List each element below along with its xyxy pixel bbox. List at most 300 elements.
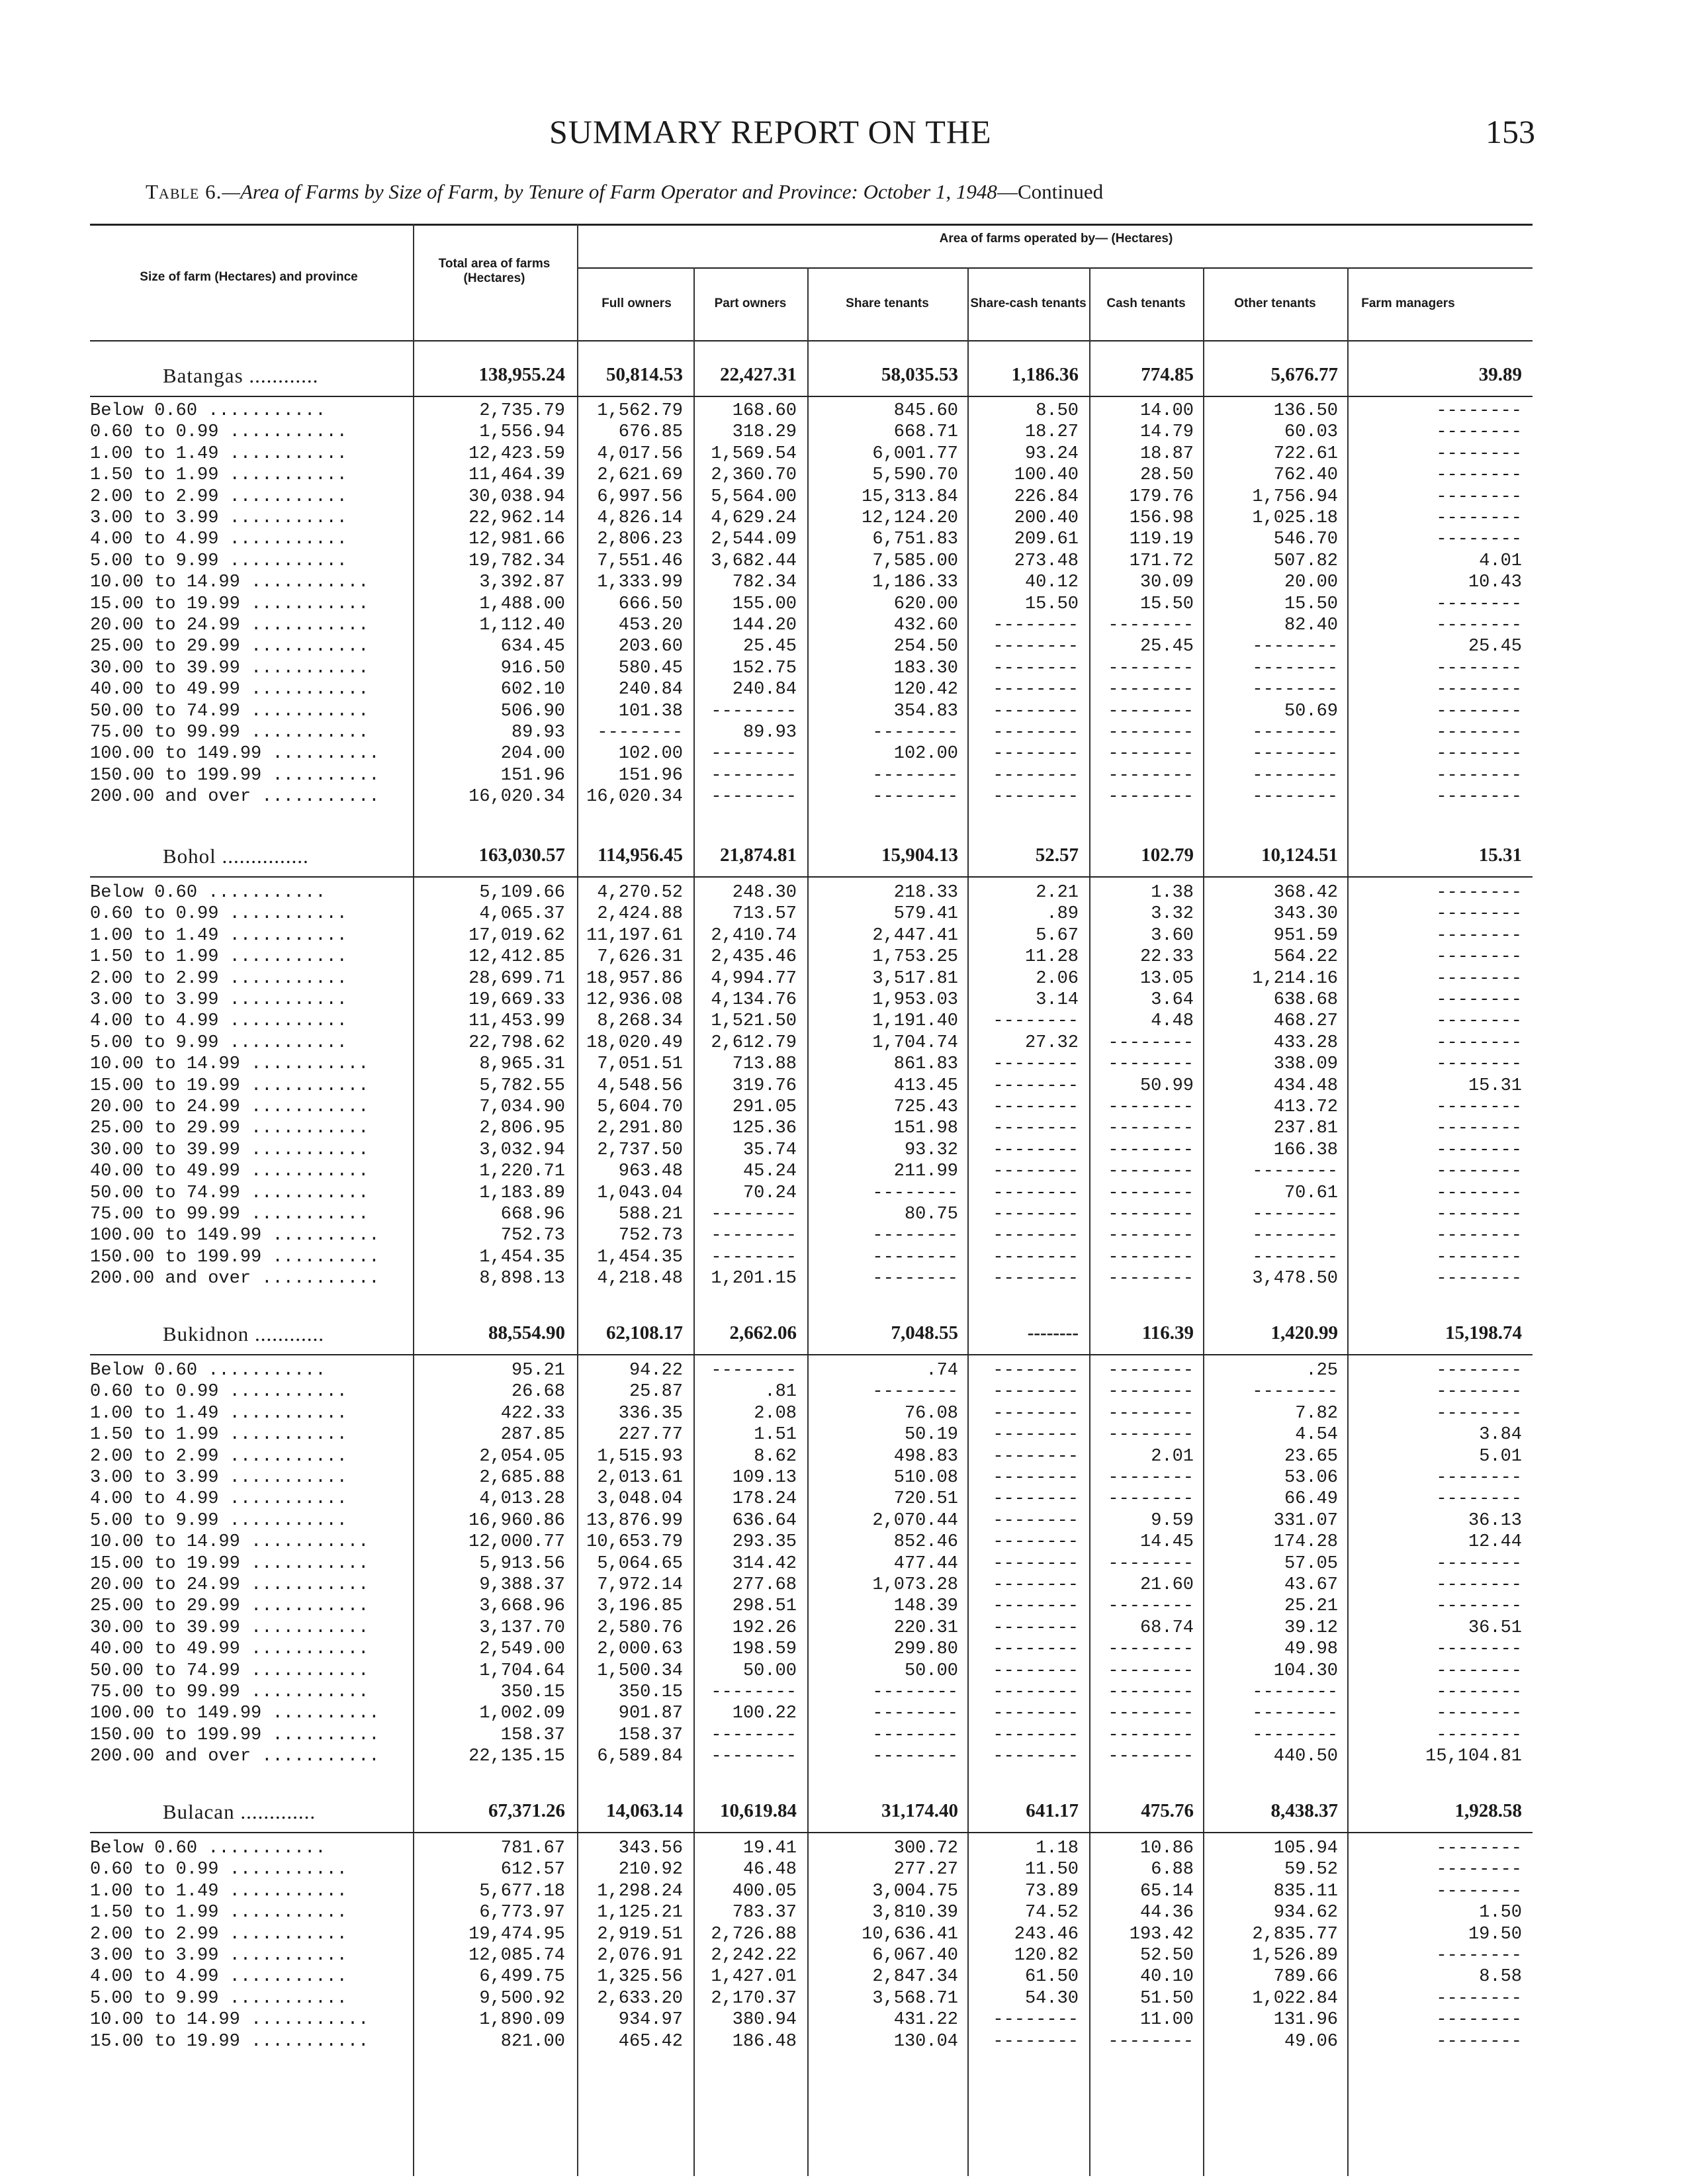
cell-other-tenants: 136.50: [1273, 401, 1338, 421]
cell-part-owners: 248.30: [732, 883, 797, 903]
cell-share-tenants: --------: [872, 787, 958, 807]
cell-part-owners: 2,544.09: [711, 529, 797, 549]
cell-farm-managers: --------: [1436, 487, 1522, 507]
cell-other-tenants: 722.61: [1273, 444, 1338, 464]
cell-part-owners: 1,427.01: [711, 1967, 797, 1987]
cell-share-cash-tenants: --------: [993, 637, 1079, 657]
cell-farm-managers: --------: [1436, 1054, 1522, 1074]
cell-other-tenants: 25.21: [1284, 1596, 1338, 1616]
size-class-label: 50.00 to 74.99 ...........: [90, 1183, 369, 1203]
cell-share-cash-tenants: --------: [993, 1269, 1079, 1289]
cell-share-cash-tenants: --------: [993, 1554, 1079, 1574]
cell-cash-tenants: 774.85: [1141, 364, 1194, 385]
cell-total: 12,085.74: [468, 1946, 565, 1966]
cell-full-owners: 7,051.51: [597, 1054, 683, 1074]
cell-farm-managers: --------: [1436, 1118, 1522, 1138]
cell-share-tenants: 3,004.75: [872, 1882, 958, 1901]
cell-part-owners: 186.48: [732, 2032, 797, 2052]
table-row: [90, 659, 1533, 680]
cell-cash-tenants: 2.01: [1151, 1447, 1194, 1467]
cell-part-owners: 636.64: [732, 1511, 797, 1531]
cell-share-tenants: 845.60: [893, 401, 958, 421]
size-class-label: 1.00 to 1.49 ...........: [90, 926, 347, 946]
cell-cash-tenants: 15.50: [1139, 594, 1194, 614]
cell-other-tenants: --------: [1252, 1226, 1338, 1246]
cell-full-owners: 210.92: [618, 1860, 683, 1880]
cell-full-owners: 5,604.70: [597, 1097, 683, 1117]
table-row: [90, 1575, 1533, 1596]
cell-full-owners: 11,197.61: [586, 926, 683, 946]
cell-farm-managers: --------: [1436, 744, 1522, 764]
table-row: [90, 1946, 1533, 1967]
cell-share-cash-tenants: 93.24: [1024, 444, 1079, 464]
cell-farm-managers: --------: [1436, 465, 1522, 485]
cell-total: 89.93: [511, 723, 565, 743]
cell-full-owners: 4,218.48: [597, 1269, 683, 1289]
cell-full-owners: 12,936.08: [586, 990, 683, 1010]
cell-share-tenants: --------: [872, 723, 958, 743]
section-rule: [90, 1832, 1533, 1833]
size-class-label: 10.00 to 14.99 ...........: [90, 2010, 369, 2030]
size-class-label: 1.50 to 1.99 ...........: [90, 1425, 347, 1445]
cell-other-tenants: 368.42: [1273, 883, 1338, 903]
cell-total: 1,454.35: [479, 1248, 565, 1267]
size-class-label: 1.50 to 1.99 ...........: [90, 465, 347, 485]
size-class-label: 0.60 to 0.99 ...........: [90, 904, 347, 924]
cell-share-cash-tenants: 27.32: [1024, 1033, 1079, 1053]
cell-part-owners: 70.24: [742, 1183, 797, 1203]
cell-share-cash-tenants: 273.48: [1014, 551, 1079, 571]
cell-share-cash-tenants: --------: [993, 2032, 1079, 2052]
table-row: [90, 1248, 1533, 1269]
cell-part-owners: 125.36: [732, 1118, 797, 1138]
cell-part-owners: 4,134.76: [711, 990, 797, 1010]
cell-cash-tenants: --------: [1108, 766, 1194, 786]
size-class-label: 75.00 to 99.99 ...........: [90, 1205, 369, 1224]
cell-farm-managers: --------: [1436, 2010, 1522, 2030]
cell-cash-tenants: --------: [1108, 1661, 1194, 1681]
size-class-label: 20.00 to 24.99 ...........: [90, 1097, 369, 1117]
cell-other-tenants: 1,025.18: [1252, 508, 1338, 528]
cell-cash-tenants: --------: [1108, 1382, 1194, 1402]
cell-share-tenants: 7,585.00: [872, 551, 958, 571]
cell-cash-tenants: --------: [1108, 1097, 1194, 1117]
table-row: [90, 1382, 1533, 1403]
cell-cash-tenants: 14.45: [1139, 1532, 1194, 1552]
size-class-label: 25.00 to 29.99 ...........: [90, 1596, 369, 1616]
cell-share-cash-tenants: 8.50: [1036, 401, 1079, 421]
cell-other-tenants: 331.07: [1273, 1511, 1338, 1531]
total-header: Total area of farms (Hectares): [438, 257, 551, 285]
cell-share-tenants: 413.45: [893, 1076, 958, 1096]
col-header-farm-managers: Farm managers: [1361, 296, 1455, 310]
cell-cash-tenants: --------: [1108, 615, 1194, 635]
cell-farm-managers: --------: [1436, 1183, 1522, 1203]
cell-other-tenants: 20.00: [1284, 572, 1338, 592]
size-class-label: 0.60 to 0.99 ...........: [90, 1860, 347, 1880]
cell-share-tenants: 7,048.55: [891, 1322, 958, 1343]
cell-share-tenants: 432.60: [893, 615, 958, 635]
cell-cash-tenants: 68.74: [1139, 1618, 1194, 1638]
cell-part-owners: --------: [711, 1747, 797, 1766]
running-header: [0, 113, 1690, 159]
cell-share-cash-tenants: --------: [993, 1489, 1079, 1509]
cell-farm-managers: --------: [1436, 904, 1522, 924]
cell-share-cash-tenants: --------: [993, 1404, 1079, 1424]
cell-part-owners: 109.13: [732, 1468, 797, 1488]
cell-other-tenants: 5,676.77: [1270, 364, 1338, 385]
cell-share-tenants: 1,753.25: [872, 947, 958, 967]
cell-cash-tenants: 11.00: [1139, 2010, 1194, 2030]
cell-part-owners: 25.45: [742, 637, 797, 657]
size-class-label: 2.00 to 2.99 ...........: [90, 1447, 347, 1467]
cell-other-tenants: --------: [1252, 744, 1338, 764]
cell-farm-managers: --------: [1436, 1161, 1522, 1181]
data-table: [90, 224, 1533, 2176]
cell-full-owners: 676.85: [618, 422, 683, 442]
cell-farm-managers: --------: [1436, 680, 1522, 700]
cell-full-owners: 901.87: [618, 1704, 683, 1723]
cell-full-owners: 151.96: [618, 766, 683, 786]
cell-part-owners: 2,726.88: [711, 1925, 797, 1944]
cell-full-owners: 2,013.61: [597, 1468, 683, 1488]
cell-share-tenants: 861.83: [893, 1054, 958, 1074]
cell-share-tenants: 498.83: [893, 1447, 958, 1467]
cell-share-cash-tenants: --------: [993, 787, 1079, 807]
table-row: [90, 1011, 1533, 1032]
cell-share-cash-tenants: 200.40: [1014, 508, 1079, 528]
cell-cash-tenants: --------: [1108, 1183, 1194, 1203]
cell-cash-tenants: --------: [1108, 1596, 1194, 1616]
cell-share-tenants: 1,191.40: [872, 1011, 958, 1031]
cell-total: 3,137.70: [479, 1618, 565, 1638]
size-class-label: 150.00 to 199.99 ..........: [90, 1725, 380, 1745]
cell-part-owners: 3,682.44: [711, 551, 797, 571]
table-row: [90, 1596, 1533, 1617]
cell-full-owners: 2,621.69: [597, 465, 683, 485]
cell-share-cash-tenants: 1,186.36: [1011, 364, 1079, 385]
cell-other-tenants: 105.94: [1273, 1839, 1338, 1858]
cell-share-cash-tenants: --------: [993, 1618, 1079, 1638]
cell-farm-managers: --------: [1436, 1361, 1522, 1381]
cell-share-cash-tenants: 15.50: [1024, 594, 1079, 614]
cell-share-tenants: 254.50: [893, 637, 958, 657]
cell-cash-tenants: 102.79: [1141, 844, 1194, 866]
cell-part-owners: 298.51: [732, 1596, 797, 1616]
cell-other-tenants: 934.62: [1273, 1903, 1338, 1923]
cell-share-tenants: 3,517.81: [872, 969, 958, 989]
cell-part-owners: 2,410.74: [711, 926, 797, 946]
cell-other-tenants: 762.40: [1273, 465, 1338, 485]
cell-farm-managers: --------: [1436, 1097, 1522, 1117]
cell-farm-managers: --------: [1436, 1946, 1522, 1966]
cell-share-tenants: 10,636.41: [862, 1925, 958, 1944]
cell-share-cash-tenants: --------: [993, 702, 1079, 721]
cell-share-tenants: --------: [872, 1725, 958, 1745]
col-header-cash-tenants: Cash tenants: [1106, 296, 1186, 310]
cell-other-tenants: 413.72: [1273, 1097, 1338, 1117]
cell-share-cash-tenants: .89: [1046, 904, 1079, 924]
col-header-share-cash-tenants: Share-cash tenants: [970, 296, 1087, 310]
cell-full-owners: 2,633.20: [597, 1989, 683, 2009]
table-row: [90, 1925, 1533, 1946]
cell-total: 4,065.37: [479, 904, 565, 924]
table-row: [90, 487, 1533, 508]
size-class-label: 15.00 to 19.99 ...........: [90, 594, 369, 614]
cell-share-tenants: --------: [872, 1226, 958, 1246]
table-title: —Area of Farms by Size of Farm, by Tenure of Farm Operator and Province: October 1, 1948: [222, 180, 997, 203]
size-class-label: Below 0.60 ...........: [90, 401, 326, 421]
cell-farm-managers: --------: [1436, 1839, 1522, 1858]
cell-total: 12,423.59: [468, 444, 565, 464]
cell-cash-tenants: 14.79: [1139, 422, 1194, 442]
table-row: [90, 1989, 1533, 2010]
size-class-label: 75.00 to 99.99 ...........: [90, 723, 369, 743]
cell-total: 1,488.00: [479, 594, 565, 614]
cell-cash-tenants: --------: [1108, 1033, 1194, 1053]
cell-share-tenants: 148.39: [893, 1596, 958, 1616]
cell-cash-tenants: 51.50: [1139, 1989, 1194, 2009]
cell-share-cash-tenants: --------: [993, 1639, 1079, 1659]
size-class-label: 15.00 to 19.99 ...........: [90, 1076, 369, 1096]
cell-other-tenants: 2,835.77: [1252, 1925, 1338, 1944]
table-row: [90, 1661, 1533, 1682]
cell-share-tenants: --------: [872, 766, 958, 786]
cell-share-tenants: 31,174.40: [881, 1800, 958, 1821]
cell-other-tenants: 638.68: [1273, 990, 1338, 1010]
cell-cash-tenants: --------: [1108, 1725, 1194, 1745]
cell-part-owners: 380.94: [732, 2010, 797, 2030]
cell-share-cash-tenants: --------: [993, 1011, 1079, 1031]
cell-part-owners: --------: [711, 1205, 797, 1224]
cell-other-tenants: 789.66: [1273, 1967, 1338, 1987]
cell-part-owners: 2,662.06: [729, 1322, 797, 1343]
cell-farm-managers: --------: [1436, 1682, 1522, 1702]
size-class-label: 15.00 to 19.99 ...........: [90, 2032, 369, 2052]
cell-total: 19,474.95: [468, 1925, 565, 1944]
cell-part-owners: 198.59: [732, 1639, 797, 1659]
cell-farm-managers: 15,104.81: [1425, 1747, 1522, 1766]
cell-total: 9,388.37: [479, 1575, 565, 1595]
table-row: [90, 1511, 1533, 1532]
cell-share-tenants: 80.75: [904, 1205, 958, 1224]
cell-other-tenants: 8,438.37: [1270, 1800, 1338, 1821]
table-row: [90, 508, 1533, 529]
table-row: [90, 1704, 1533, 1725]
cell-total: 5,782.55: [479, 1076, 565, 1096]
cell-share-tenants: 852.46: [893, 1532, 958, 1552]
size-class-label: 150.00 to 199.99 ..........: [90, 1248, 380, 1267]
cell-share-cash-tenants: --------: [993, 615, 1079, 635]
cell-farm-managers: --------: [1436, 422, 1522, 442]
cell-part-owners: 293.35: [732, 1532, 797, 1552]
header-bottom-rule: [90, 340, 1533, 341]
table-row: [90, 1183, 1533, 1205]
cell-share-tenants: 15,904.13: [881, 844, 958, 866]
cell-share-tenants: 76.08: [904, 1404, 958, 1424]
cell-total: 7,034.90: [479, 1097, 565, 1117]
cell-total: 9,500.92: [479, 1989, 565, 2009]
cell-total: 19,669.33: [468, 990, 565, 1010]
section-rule: [90, 396, 1533, 397]
cell-total: 2,054.05: [479, 1447, 565, 1467]
cell-part-owners: 291.05: [732, 1097, 797, 1117]
province-name: Bulacan .............: [163, 1800, 316, 1823]
cell-cash-tenants: 10.86: [1139, 1839, 1194, 1858]
cell-full-owners: 50,814.53: [606, 364, 683, 385]
cell-cash-tenants: 1.38: [1151, 883, 1194, 903]
cell-farm-managers: --------: [1436, 1248, 1522, 1267]
cell-part-owners: 22,427.31: [720, 364, 797, 385]
province-total-row: [90, 1322, 1533, 1349]
cell-part-owners: 21,874.81: [720, 844, 797, 866]
table-row: [90, 1447, 1533, 1468]
cell-cash-tenants: --------: [1108, 680, 1194, 700]
table-row: [90, 766, 1533, 787]
table-row: [90, 401, 1533, 422]
table-row: [90, 904, 1533, 925]
cell-other-tenants: 546.70: [1273, 529, 1338, 549]
cell-cash-tenants: 179.76: [1129, 487, 1194, 507]
cell-other-tenants: 1,756.94: [1252, 487, 1338, 507]
cell-farm-managers: --------: [1436, 1404, 1522, 1424]
table-row: [90, 1425, 1533, 1446]
cell-cash-tenants: 6.88: [1151, 1860, 1194, 1880]
table-row: [90, 1269, 1533, 1290]
cell-full-owners: 25.87: [629, 1382, 683, 1402]
cell-total: 67,371.26: [488, 1800, 565, 1821]
cell-cash-tenants: --------: [1108, 1205, 1194, 1224]
cell-part-owners: --------: [711, 1226, 797, 1246]
cell-full-owners: 1,562.79: [597, 401, 683, 421]
cell-share-tenants: 431.22: [893, 2010, 958, 2030]
cell-total: 2,685.88: [479, 1468, 565, 1488]
size-class-label: 0.60 to 0.99 ...........: [90, 1382, 347, 1402]
table-row: [90, 1033, 1533, 1054]
cell-farm-managers: 3.84: [1479, 1425, 1522, 1445]
cell-total: 26.68: [511, 1382, 565, 1402]
cell-part-owners: --------: [711, 787, 797, 807]
cell-total: 163,030.57: [478, 844, 565, 866]
cell-total: 22,962.14: [468, 508, 565, 528]
cell-share-cash-tenants: --------: [993, 766, 1079, 786]
cell-full-owners: 13,876.99: [586, 1511, 683, 1531]
cell-other-tenants: --------: [1252, 659, 1338, 678]
cell-other-tenants: 50.69: [1284, 702, 1338, 721]
table-row: [90, 594, 1533, 615]
cell-farm-managers: --------: [1436, 1575, 1522, 1595]
size-class-label: Below 0.60 ...........: [90, 883, 326, 903]
cell-full-owners: 963.48: [618, 1161, 683, 1181]
cell-share-cash-tenants: 5.67: [1036, 926, 1079, 946]
cell-full-owners: 2,076.91: [597, 1946, 683, 1966]
cell-other-tenants: 166.38: [1273, 1140, 1338, 1160]
cell-share-tenants: 1,186.33: [872, 572, 958, 592]
cell-cash-tenants: --------: [1108, 1404, 1194, 1424]
cell-farm-managers: 8.58: [1479, 1967, 1522, 1987]
table-row: [90, 551, 1533, 572]
cell-farm-managers: --------: [1436, 401, 1522, 421]
col-header-share-tenants: Share tenants: [846, 296, 929, 310]
table-row: [90, 990, 1533, 1011]
cell-share-cash-tenants: 3.14: [1036, 990, 1079, 1010]
table-row: [90, 680, 1533, 701]
spanner-header: Area of farms operated by— (Hectares): [939, 232, 1173, 246]
cell-part-owners: --------: [711, 702, 797, 721]
cell-farm-managers: --------: [1436, 1725, 1522, 1745]
cell-share-cash-tenants: --------: [993, 1226, 1079, 1246]
cell-full-owners: 1,454.35: [597, 1248, 683, 1267]
cell-total: 8,898.13: [479, 1269, 565, 1289]
cell-total: 5,677.18: [479, 1882, 565, 1901]
table-row: [90, 947, 1533, 968]
size-class-label: 25.00 to 29.99 ...........: [90, 1118, 369, 1138]
table-row: [90, 1639, 1533, 1661]
cell-full-owners: 1,325.56: [597, 1967, 683, 1987]
cell-full-owners: 94.22: [629, 1361, 683, 1381]
cell-cash-tenants: --------: [1108, 1054, 1194, 1074]
cell-farm-managers: --------: [1436, 1860, 1522, 1880]
cell-total: 12,981.66: [468, 529, 565, 549]
cell-other-tenants: 10,124.51: [1261, 844, 1338, 866]
cell-part-owners: 318.29: [732, 422, 797, 442]
cell-share-tenants: .74: [926, 1361, 958, 1381]
cell-total: 6,773.97: [479, 1903, 565, 1923]
cell-other-tenants: 835.11: [1273, 1882, 1338, 1901]
cell-total: 350.15: [500, 1682, 565, 1702]
cell-other-tenants: 57.05: [1284, 1554, 1338, 1574]
cell-share-tenants: 218.33: [893, 883, 958, 903]
cell-farm-managers: --------: [1436, 883, 1522, 903]
cell-other-tenants: 507.82: [1273, 551, 1338, 571]
cell-part-owners: 4,629.24: [711, 508, 797, 528]
cell-share-cash-tenants: --------: [993, 1161, 1079, 1181]
cell-full-owners: 8,268.34: [597, 1011, 683, 1031]
cell-farm-managers: --------: [1436, 1205, 1522, 1224]
cell-part-owners: 277.68: [732, 1575, 797, 1595]
cell-farm-managers: --------: [1436, 659, 1522, 678]
cell-share-tenants: --------: [872, 1183, 958, 1203]
cell-share-tenants: 725.43: [893, 1097, 958, 1117]
cell-other-tenants: 82.40: [1284, 615, 1338, 635]
cell-other-tenants: 23.65: [1284, 1447, 1338, 1467]
cell-share-tenants: 151.98: [893, 1118, 958, 1138]
size-class-label: 5.00 to 9.99 ...........: [90, 1511, 347, 1531]
cell-share-tenants: 2,447.41: [872, 926, 958, 946]
cell-share-cash-tenants: 2.21: [1036, 883, 1079, 903]
cell-part-owners: 4,994.77: [711, 969, 797, 989]
cell-share-tenants: 6,751.83: [872, 529, 958, 549]
cell-full-owners: 14,063.14: [606, 1800, 683, 1821]
cell-share-cash-tenants: --------: [993, 1140, 1079, 1160]
cell-share-tenants: 183.30: [893, 659, 958, 678]
cell-total: 781.67: [500, 1839, 565, 1858]
cell-cash-tenants: --------: [1108, 1425, 1194, 1445]
table-row: [90, 1361, 1533, 1382]
cell-part-owners: 400.05: [732, 1882, 797, 1901]
cell-share-tenants: 15,313.84: [862, 487, 958, 507]
cell-part-owners: 2,242.22: [711, 1946, 797, 1966]
size-class-label: 3.00 to 3.99 ...........: [90, 508, 347, 528]
size-class-label: Below 0.60 ...........: [90, 1839, 326, 1858]
cell-full-owners: 2,291.80: [597, 1118, 683, 1138]
cell-full-owners: 7,972.14: [597, 1575, 683, 1595]
cell-part-owners: 782.34: [732, 572, 797, 592]
cell-cash-tenants: --------: [1108, 1361, 1194, 1381]
cell-part-owners: 2,360.70: [711, 465, 797, 485]
cell-other-tenants: 15.50: [1284, 594, 1338, 614]
cell-other-tenants: --------: [1252, 1682, 1338, 1702]
